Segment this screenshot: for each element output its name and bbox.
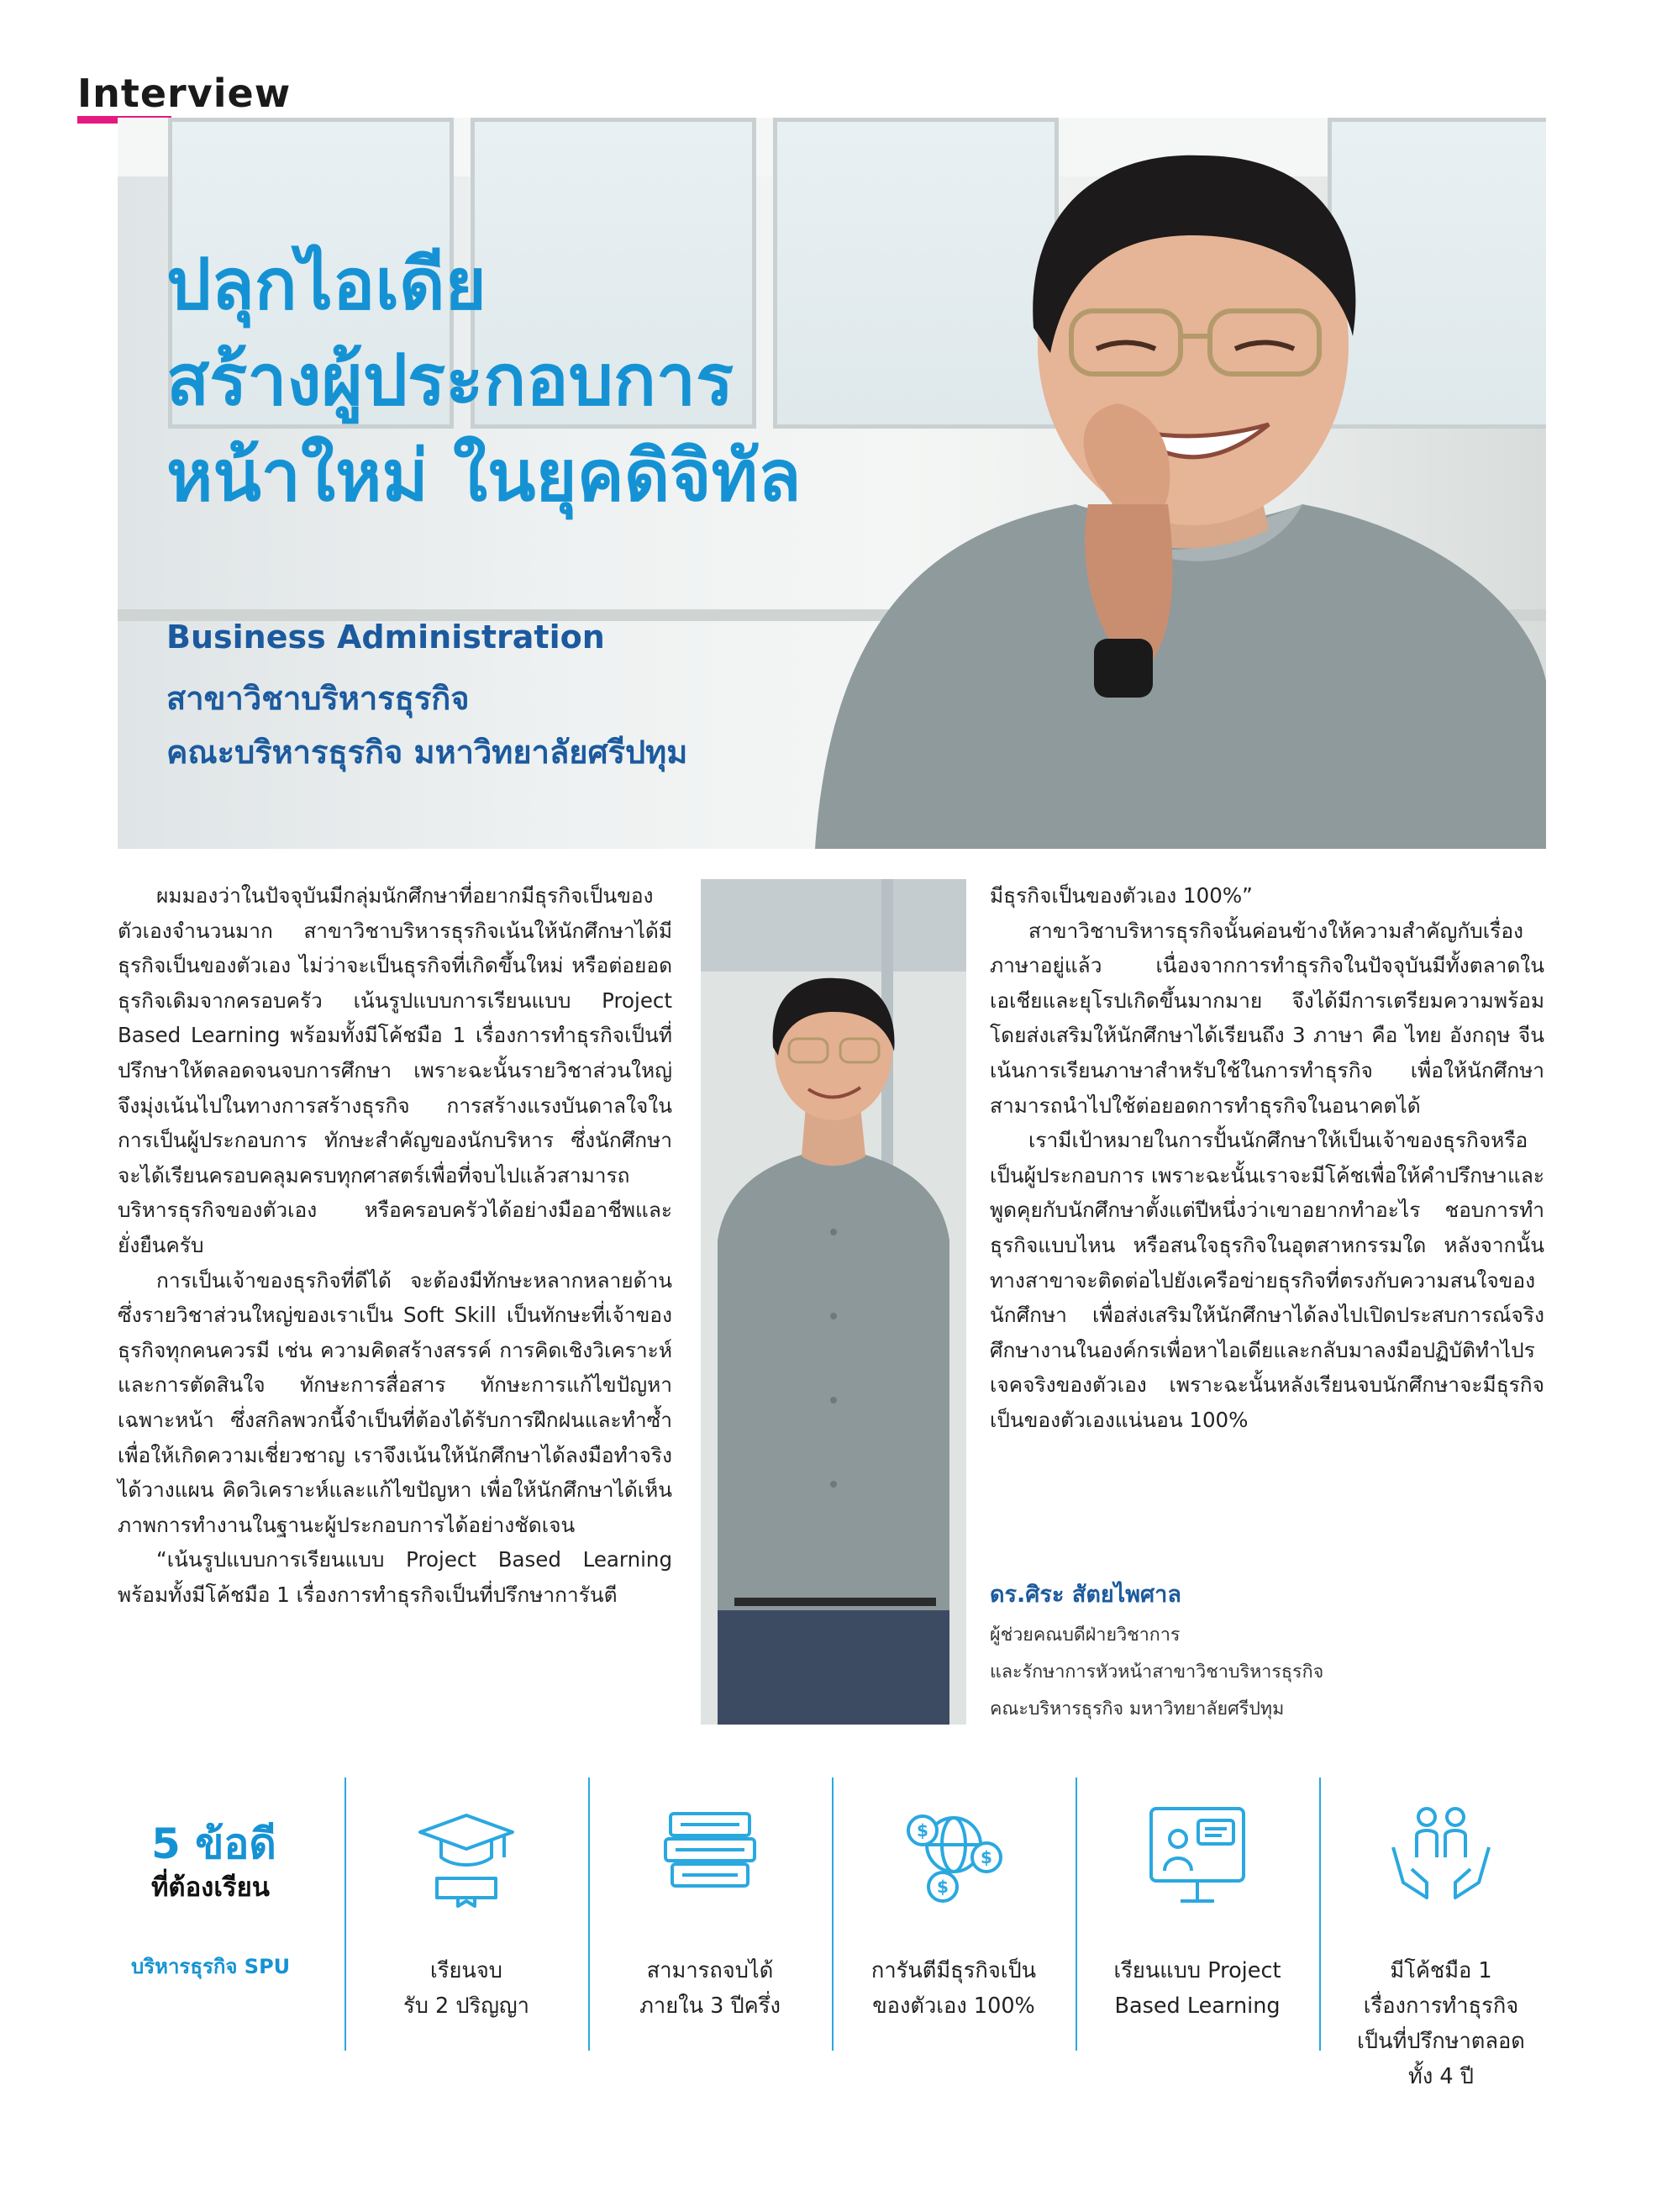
article-quote-start: “เน้นรูปแบบการเรียนแบบ Project Based Learning พร้อมทั้งมีโค้ชมือ 1 เรื่องการทำธุรกิจเป็นที่ปรึกษาการันตี <box>118 1547 672 1607</box>
section-label: Interview <box>77 71 292 116</box>
books-icon <box>655 1799 765 1908</box>
hero-subtitle-program: สาขาวิชาบริหารธุรกิจ <box>166 680 470 717</box>
hands-support-icon <box>1386 1799 1496 1908</box>
svg-text:$: $ <box>937 1877 949 1897</box>
benefits-divider <box>1076 1778 1077 2051</box>
author-name: ดร.ศิระ สัตยไพศาล <box>990 1582 1181 1608</box>
article-paragraph: สาขาวิชาบริหารธุรกิจนั้นค่อนข้างให้ความสำคัญกับเรื่องภาษาอยู่แล้ว เนื่องจากการทำธุรกิจในปัจจุบันมีทั้งตลาดในเอเชียและยุโรปเกิดขึ้นมากมาย จึงได้มีการเตรียมความพร้อมโดยส่งเสริมให้นักศึกษาได้เรียนถึง 3 ภาษา คือ ไทย อังกฤษ จีน เน้นการเรียนภาษาสำหรับใช้ในการทำธุรกิจ เพื่อให้นักศึกษาสามารถนำไปใช้ต่อยอดการทำธุรกิจในอนาคตได้ <box>990 918 1544 1118</box>
author-title-line: และรักษาการหัวหน้าสาขาวิชาบริหารธุรกิจ <box>990 1662 1324 1683</box>
article-column-right <box>990 878 1544 1438</box>
global-money-icon <box>899 1799 1008 1908</box>
benefits-divider <box>1319 1778 1321 2051</box>
benefit-text: เรียนจบ รับ 2 ปริญญา <box>403 1958 529 2019</box>
hero-title-line-3: หน้าใหม่ ในยุคดิจิทัล <box>166 434 802 517</box>
benefit-item <box>840 1799 1067 2024</box>
author-title-line: ผู้ช่วยคณบดีฝ่ายวิชาการ <box>990 1625 1181 1646</box>
svg-text:$: $ <box>917 1820 928 1841</box>
svg-text:$: $ <box>981 1847 992 1867</box>
benefits-tag: บริหารธุรกิจ SPU <box>131 1955 291 1978</box>
benefits-divider <box>832 1778 834 2051</box>
benefits-heading: 5 ข้อดี <box>151 1820 276 1868</box>
graduation-cap-icon <box>412 1799 521 1908</box>
hero-subtitle-en: Business Administration <box>166 619 605 656</box>
author-title-line: คณะบริหารธุรกิจ มหาวิทยาลัยศรีปทุม <box>990 1698 1285 1720</box>
article-paragraph: ผมมองว่าในปัจจุบันมีกลุ่มนักศึกษาที่อยากมีธุรกิจเป็นของตัวเองจำนวนมาก สาขาวิชาบริหารธุรกิจเน้นให้นักศึกษาได้มีธุรกิจเป็นของตัวเอง ไม่ว่าจะเป็นธุรกิจที่เกิดขึ้นใหม่ หรือต่อยอดธุรกิจเดิมจากครอบครัว เน้นรูปแบบการเรียนแบบ Project Based Learning พร้อมทั้งมีโค้ชมือ 1 เรื่องการทำธุรกิจเป็นที่ปรึกษาให้ตลอดจนจบการศึกษา เพราะฉะนั้นรายวิชาส่วนใหญ่จึงมุ่งเน้นไปในทางการสร้างธุรกิจ การสร้างแรงบันดาลใจในการเป็นผู้ประกอบการ ทักษะสำคัญของนักบริหาร ซึ่งนักศึกษาจะได้เรียนครอบคลุมครบทุกศาสตร์เพื่อที่จบไปแล้วสามารถบริหารธุรกิจของตัวเอง หรือครอบครัวได้อย่างมืออาชีพและยั่งยืนครับ <box>118 883 672 1257</box>
online-presentation-icon <box>1143 1799 1252 1908</box>
benefit-item <box>597 1799 823 2024</box>
hero-title-line-2: สร้างผู้ประกอบการ <box>166 339 734 421</box>
article-paragraph: การเป็นเจ้าของธุรกิจที่ดีได้ จะต้องมีทักษะหลากหลายด้าน ซึ่งรายวิชาส่วนใหญ่ของเราเป็น Soft Skill เป็นทักษะที่เจ้าของธุรกิจทุกคนควรมี เช่น ความคิดสร้างสรรค์ การคิดเชิงวิเคราะห์และการตัดสินใจ ทักษะการสื่อสาร ทักษะการแก้ไขปัญหาเฉพาะหน้า ซึ่งสกิลพวกนี้จำเป็นที่ต้องได้รับการฝึกฝนและทำซ้ำเพื่อให้เกิดความเชี่ยวชาญ เราจึงเน้นให้นักศึกษาได้ลงมือทำจริงได้วางแผน คิดวิเคราะห์และแก้ไขปัญหา เพื่อให้นักศึกษาได้เห็นภาพการทำงานในฐานะผู้ประกอบการได้อย่างชัดเจน <box>118 1267 672 1537</box>
standing-portrait-photo <box>701 879 966 1725</box>
benefit-item <box>353 1799 580 2024</box>
hero-title-line-1: ปลุกไอเดีย <box>166 243 487 325</box>
hero-subtitle-faculty: คณะบริหารธุรกิจ มหาวิทยาลัยศรีปทุม <box>166 734 688 771</box>
benefit-text: สามารถจบได้ ภายใน 3 ปีครึ่ง <box>639 1958 781 2019</box>
benefits-divider <box>588 1778 590 2051</box>
benefits-divider <box>344 1778 346 2051</box>
benefits-subheading: ที่ต้องเรียน <box>151 1872 270 1903</box>
article-paragraph: เรามีเป้าหมายในการปั้นนักศึกษาให้เป็นเจ้าของธุรกิจหรือเป็นผู้ประกอบการ เพราะฉะนั้นเราจะมีโค้ชเพื่อให้คำปรึกษาและพูดคุยกับนักศึกษาตั้งแต่ปีหนึ่งว่าเขาอยากทำอะไร ชอบการทำธุรกิจแบบไหน หรือสนใจธุรกิจในอุตสาหกรรมใด หลังจากนั้นทางสาขาจะติดต่อไปยังเครือข่ายธุรกิจที่ตรงกับความสนใจของนักศึกษา เพื่อส่งเสริมให้นักศึกษาได้ลงไปเปิดประสบการณ์จริง ศึกษางานในองค์กรเพื่อหาไอเดียและกลับมาลงมือปฏิบัติทำไปรเจคจริงของตัวเอง เพราะฉะนั้นหลังเรียนจบนักศึกษาจะมีธุรกิจเป็นของตัวเองแน่นอน 100% <box>990 1128 1544 1432</box>
benefit-text: เรียนแบบ Project Based Learning <box>1113 1958 1281 2019</box>
article-column-left <box>118 878 672 1612</box>
article-quote-end: มีธุรกิจเป็นของตัวเอง 100%” <box>990 883 1253 908</box>
portrait-illustration <box>798 134 1546 849</box>
benefit-item <box>1084 1799 1311 2024</box>
benefit-item <box>1328 1799 1554 2094</box>
benefit-text: มีโค้ชมือ 1 เรื่องการทำธุรกิจ เป็นที่ปรึกษาตลอด ทั้ง 4 ปี <box>1357 1958 1525 2089</box>
benefit-text: การันตีมีธุรกิจเป็น ของตัวเอง 100% <box>870 1958 1037 2019</box>
